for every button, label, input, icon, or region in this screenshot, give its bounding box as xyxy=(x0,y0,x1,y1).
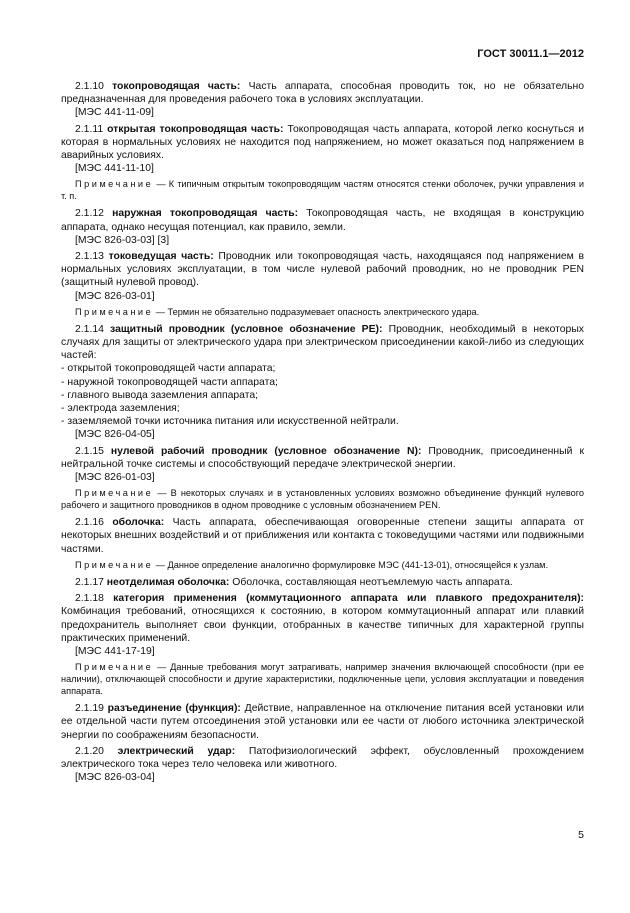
page-number: 5 xyxy=(578,829,584,841)
term: разъединение (функция): xyxy=(107,703,241,715)
clause-2-1-17: 2.1.17 неотделимая оболочка: Оболочка, составляющая неотъемлемую часть аппарата. xyxy=(75,576,513,588)
note: Примечание — Данные требования могут затрагивать, например значения включающей способности (при ее наличии), отключающей способности и другие характеристики, подключенные цепи, условия эксплуатации и поведения аппарата. xyxy=(61,662,584,697)
document-code: ГОСТ 30011.1—2012 xyxy=(477,48,584,60)
note: Примечание — К типичным открытым токопроводящим частям относятся стенки оболочек, ручки управления и т. п. xyxy=(61,179,584,202)
term: нулевой рабочий проводник (условное обозначение N): xyxy=(110,445,422,457)
list-item: - заземляемой точки источника питания или искусственной нейтрали. xyxy=(61,416,399,428)
clause-2-1-20: 2.1.20 электрический удар: Патофизиологический эффект, обусловленный прохождением электрического тока через тело человека или животного. xyxy=(61,745,584,770)
term: открытая токопроводящая часть: xyxy=(107,123,284,135)
note: Примечание — Данное определение аналогично формулировке МЭС (441-13-01), относящейся к узлам. xyxy=(75,559,549,570)
document-body xyxy=(61,80,584,787)
term: категория применения (коммутационного аппарата или плавкого предохранителя): xyxy=(113,593,585,605)
term: защитный проводник (условное обозначение PE): xyxy=(110,323,383,335)
list-item: - наружной токопроводящей части аппарата; xyxy=(61,376,278,388)
term: токопроводящая часть: xyxy=(112,81,241,92)
term: электрический удар: xyxy=(117,745,236,757)
note: Примечание — В некоторых случаях и в установленных условиях возможно объединение функций нулевого рабочего и защитного проводников в одном проводнике с условным обозначением PEN. xyxy=(61,488,584,511)
term: токоведущая часть: xyxy=(108,251,214,263)
reference: [МЭС 441-17-19] xyxy=(75,645,155,657)
clause-2-1-10: 2.1.10 токопроводящая часть: Часть аппарата, способная проводить ток, но не обязательно предназначенная для проведения рабочего тока в условиях эксплуатации. xyxy=(61,81,584,106)
reference: [МЭС 826-03-01] xyxy=(75,290,155,302)
reference: [МЭС 826-03-03] [3] xyxy=(75,234,170,246)
reference: [МЭС 441-11-09] xyxy=(75,107,154,119)
reference: [МЭС 826-03-04] xyxy=(75,772,155,784)
term: наружная токопроводящая часть: xyxy=(112,208,299,220)
list-item: - электрода заземления; xyxy=(61,403,180,415)
reference: [МЭС 826-04-05] xyxy=(75,429,155,441)
term: неотделимая оболочка: xyxy=(106,576,230,588)
reference: [МЭС 826-01-03] xyxy=(75,472,155,484)
clause-2-1-12: 2.1.12 наружная токопроводящая часть: Токопроводящая часть, не входящая в конструкцию аппарата, однако несущая потенциал, как правило, земли. xyxy=(61,208,584,233)
clause-2-1-14: 2.1.14 защитный проводник (условное обозначение PE): Проводник, необходимый в некоторых случаях для защиты от электрического удара при электрическом присоединении какой-либо из следующих частей: xyxy=(61,323,585,362)
list-item: - главного вывода заземления аппарата; xyxy=(61,389,259,401)
list-item: - открытой токопроводящей части аппарата; xyxy=(61,363,276,375)
clause-2-1-11: 2.1.11 открытая токопроводящая часть: Токопроводящая часть аппарата, которой легко коснуться и которая в нормальных условиях не находится под напряжением, но может оказаться под напряжением в аварийных условиях. xyxy=(61,123,584,162)
clause-2-1-15: 2.1.15 нулевой рабочий проводник (условное обозначение N): Проводник, присоединенный к нейтральной точке системы и способствующий передаче электрической энергии. xyxy=(61,445,584,470)
reference: [МЭС 441-11-10] xyxy=(75,163,154,175)
clause-2-1-19: 2.1.19 разъединение (функция): Действие, направленное на отключение питания всей установки или ее отдельной части путем отсоединения этой установки или ее части от любого источника электрической энергии по соображениям безопасности. xyxy=(61,703,585,741)
term: оболочка: xyxy=(112,517,165,529)
clause-2-1-16: 2.1.16 оболочка: Часть аппарата, обеспечивающая оговоренные степени защиты аппарата от некоторых внешних воздействий и от приближения или контакта с токоведущими частями или подвижными частями. xyxy=(61,517,584,555)
clause-2-1-13: 2.1.13 токоведущая часть: Проводник или токопроводящая часть, находящаяся под напряжением в нормальных условиях эксплуатации, в том числе нулевой рабочий проводник, но не проводник PEN (защитный нулевой провод). xyxy=(61,251,584,289)
note: Примечание — Термин не обязательно подразумевает опасность электрического удара. xyxy=(75,306,480,317)
clause-2-1-18: 2.1.18 категория применения (коммутационного аппарата или плавкого предохранителя): Комбинация требований, относящихся к состоянию, в котором коммутационный аппарат или плавкий предохранитель выполняет свои функции, отобранных в качестве типичных для характерной группы практических применений. xyxy=(61,593,585,644)
